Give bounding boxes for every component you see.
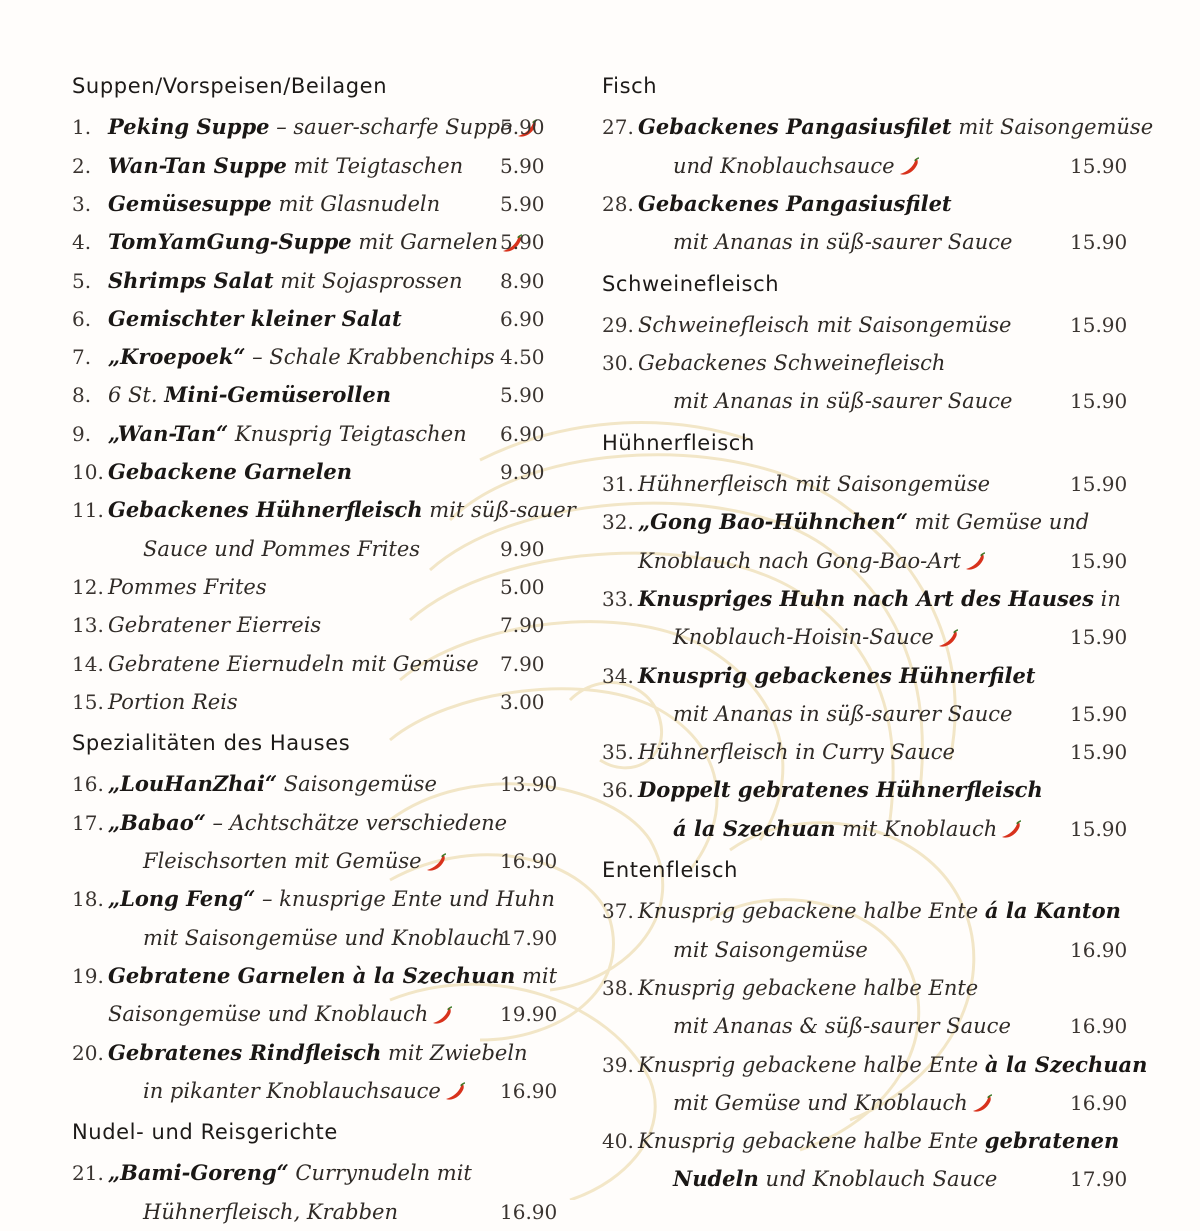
item-price: 8.90 [500, 268, 545, 293]
item-detail: in [1093, 586, 1121, 611]
item-number: 28. [602, 191, 634, 216]
item-name: „Wan-Tan“ [108, 420, 229, 446]
menu-item-row [602, 108, 1154, 146]
item-number: 10. [72, 460, 104, 484]
item-name: Doppelt gebratenes Hühnerfleisch [638, 777, 1043, 803]
item-price: 16.90 [500, 1199, 558, 1224]
item-description [143, 1193, 398, 1231]
item-description [638, 1046, 1147, 1084]
item-detail: in pikanter Knoblauchsauce [143, 1078, 441, 1103]
item-price: 5.90 [500, 383, 545, 408]
item-detail: mit Gemüse und [907, 510, 1090, 535]
item-number: 14. [72, 651, 104, 676]
item-detail: mit süß-sauer [422, 498, 576, 523]
item-description [108, 223, 524, 261]
item-number: 38. [602, 975, 634, 1000]
item-detail: mit Ananas & süß-saurer Sauce [673, 1014, 1011, 1039]
menu-item-row [602, 1122, 1132, 1160]
menu-item-row [602, 1046, 1148, 1084]
item-quantity: 6 St. [108, 383, 165, 408]
menu-item-row [72, 108, 562, 146]
item-detail: mit Gemüse und Knoblauch [673, 1090, 968, 1115]
item-price: 15.90 [1070, 389, 1128, 414]
chili-pepper-icon [424, 853, 448, 873]
menu-item-row [72, 262, 562, 300]
item-number: 33. [602, 586, 634, 611]
item-description [143, 530, 420, 568]
item-detail: und Knoblauchsauce [673, 153, 895, 178]
item-detail: mit Knoblauch [835, 816, 998, 841]
menu-item-row [72, 1072, 562, 1110]
item-description [108, 376, 391, 414]
item-price: 4.50 [500, 345, 545, 370]
item-description [638, 892, 1121, 930]
item-description [673, 382, 1012, 420]
item-description [108, 606, 321, 644]
item-number: 34. [602, 663, 634, 688]
item-name: Mini-Gemüserollen [164, 382, 392, 408]
menu-item-row [602, 892, 1132, 930]
item-price: 15.90 [1070, 472, 1128, 496]
item-number: 1. [72, 115, 92, 140]
menu-item-row [602, 503, 1132, 541]
menu-item-row [72, 530, 562, 568]
item-price: 5.90 [500, 153, 545, 178]
menu-item-row [602, 695, 1132, 733]
chili-pepper-icon [443, 1082, 467, 1102]
chili-pepper-icon [430, 1006, 454, 1026]
menu-item-row [602, 344, 1132, 382]
item-number: 37. [602, 899, 634, 924]
menu-item-row [602, 657, 1132, 695]
item-description [143, 919, 505, 957]
item-description [673, 810, 1023, 848]
item-description [673, 1007, 1011, 1045]
item-name: „Kroepoek“ [108, 344, 246, 370]
item-description [108, 491, 576, 529]
item-price: 7.90 [500, 613, 545, 638]
item-price: 16.90 [1070, 937, 1128, 962]
item-description [108, 804, 507, 842]
item-number: 7. [72, 345, 92, 370]
item-detail: Schweinefleisch mit Saisongemüse [638, 312, 1012, 337]
item-description [673, 147, 921, 185]
menu-item-row [602, 542, 1132, 580]
item-number: 29. [602, 312, 634, 337]
section-title: Hühnerfleisch [602, 430, 755, 455]
menu-item-row [72, 1154, 562, 1192]
item-number: 9. [72, 421, 92, 446]
chili-pepper-icon [970, 1094, 994, 1114]
item-name: Gebratene Garnelen à la Szechuan [108, 962, 516, 988]
menu-item-row [72, 919, 562, 957]
item-detail: Saisongemüse [277, 772, 437, 797]
item-detail: Gebratene Eiernudeln mit Gemüse [108, 651, 479, 676]
menu-item-row [72, 606, 562, 644]
item-number: 17. [72, 810, 104, 835]
item-name: Gemüsesuppe [108, 190, 272, 216]
item-description [638, 771, 1043, 809]
item-price: 5.00 [500, 574, 545, 599]
item-detail: Portion Reis [108, 689, 238, 714]
item-detail: – Schale Krabbenchips [245, 345, 495, 370]
item-number: 3. [72, 191, 92, 216]
item-name: Wan-Tan Suppe [108, 152, 287, 178]
item-name: Knuspriges Huhn nach Art des Hauses [638, 585, 1094, 611]
item-name: Nudeln [673, 1166, 759, 1192]
item-description [673, 931, 868, 969]
item-detail: mit Teigtaschen [286, 153, 464, 178]
item-price: 16.90 [1070, 1090, 1128, 1115]
item-detail: Knoblauch-Hoisin-Sauce [673, 625, 934, 650]
menu-item-row [72, 415, 562, 453]
item-description [673, 1084, 994, 1122]
item-number: 5. [72, 268, 92, 293]
section-title: Nudel- und Reisgerichte [72, 1120, 338, 1145]
item-number: 2. [72, 153, 92, 178]
item-description [143, 1072, 467, 1110]
item-price: 15.90 [1070, 230, 1128, 255]
menu-item-row [72, 568, 562, 606]
item-description [638, 108, 1153, 146]
menu-item-row [602, 185, 1132, 223]
item-name: Gebackenes Pangasiusfilet [638, 114, 952, 140]
item-detail: Knusprig gebackene halbe Ente [638, 975, 979, 1000]
menu-item-row [602, 580, 1132, 618]
menu-item-row [602, 306, 1132, 344]
item-detail: mit Saisongemüse [951, 115, 1154, 140]
item-description [638, 969, 978, 1007]
menu-item-row [72, 185, 562, 223]
menu-item-row [72, 957, 562, 995]
item-price: 5.90 [500, 230, 545, 255]
menu-item-row [72, 223, 562, 261]
item-number: 15. [72, 689, 104, 714]
item-number: 27. [602, 115, 634, 140]
item-detail: – knusprige Ente und Huhn [255, 887, 555, 912]
item-description [108, 338, 495, 376]
item-price: 15.90 [1070, 701, 1128, 726]
item-number: 40. [602, 1129, 634, 1154]
item-number: 31. [602, 472, 634, 496]
item-detail: Currynudeln mit [288, 1161, 472, 1186]
item-description [638, 542, 987, 580]
item-detail: Knusprig Teigtaschen [228, 421, 467, 446]
item-price: 7.90 [500, 651, 545, 676]
item-detail: Knoblauch nach Gong-Bao-Art [638, 548, 961, 573]
menu-item-row [72, 765, 562, 803]
menu-item-row [602, 969, 1132, 1007]
item-description [108, 995, 454, 1033]
item-price: 15.90 [1070, 625, 1128, 650]
item-description [108, 880, 555, 918]
menu-item-row [72, 491, 576, 529]
menu-item-row [602, 1084, 1132, 1122]
item-price: 15.90 [1070, 312, 1128, 337]
item-name: „Bami-Goreng“ [108, 1160, 289, 1186]
item-name: Shrimps Salat [108, 267, 274, 293]
item-detail: Pommes Frites [108, 574, 267, 599]
item-description [108, 415, 467, 453]
menu-item-row [72, 147, 562, 185]
menu-item-row [602, 465, 1132, 503]
item-detail: Hühnerfleisch mit Saisongemüse [638, 472, 991, 496]
item-price: 9.90 [500, 536, 545, 561]
item-detail: mit Zwiebeln [381, 1040, 528, 1065]
item-detail: mit Garnelen [351, 230, 499, 255]
item-number: 36. [602, 778, 634, 803]
menu-item-row [72, 804, 562, 842]
item-number: 11. [72, 498, 104, 523]
item-description [638, 503, 1089, 541]
menu-item-row [72, 645, 562, 683]
menu-item-row [72, 1193, 562, 1231]
item-description [673, 1160, 997, 1198]
item-description [108, 1034, 528, 1072]
item-number: 13. [72, 613, 104, 638]
item-detail: mit Saisongemüse und Knoblauch [143, 925, 506, 950]
item-name: „LouHanZhai“ [108, 771, 278, 797]
item-description [108, 683, 238, 721]
item-price: 13.90 [500, 772, 558, 797]
menu-item-row [602, 931, 1132, 969]
item-price: 16.90 [500, 849, 558, 873]
item-detail: Gebratener Eierreis [108, 613, 322, 638]
item-description [638, 344, 945, 382]
section-title: Fisch [602, 74, 658, 98]
menu-item-row [602, 147, 1132, 185]
item-name: TomYamGung-Suppe [108, 229, 352, 255]
menu-item-row [602, 771, 1132, 809]
item-number: 12. [72, 574, 104, 599]
item-price: 3.00 [500, 689, 545, 714]
item-number: 8. [72, 383, 92, 408]
item-description [108, 185, 440, 223]
menu-item-row [602, 810, 1132, 848]
menu-item-row [602, 382, 1132, 420]
item-description [108, 300, 402, 338]
item-name: á la Szechuan [673, 815, 836, 841]
item-number: 39. [602, 1052, 634, 1077]
item-price: 9.90 [500, 460, 545, 484]
item-number: 19. [72, 963, 104, 988]
item-number: 32. [602, 510, 634, 535]
item-number: 18. [72, 887, 104, 912]
item-name: Gebackenes Hühnerfleisch [108, 497, 423, 523]
item-price: 19.90 [500, 1002, 558, 1027]
item-description [108, 262, 462, 300]
section-title: Schweinefleisch [602, 271, 780, 296]
item-detail: mit Ananas in süß-saurer Sauce [673, 701, 1013, 726]
item-name: „Long Feng“ [108, 886, 256, 912]
item-detail: Saisongemüse und Knoblauch [108, 1002, 429, 1027]
menu-item-row [72, 842, 562, 880]
item-description [108, 453, 352, 491]
item-number: 35. [602, 740, 634, 765]
item-price: 17.90 [1070, 1167, 1128, 1192]
item-name-suffix: à la Szechuan [984, 1051, 1148, 1077]
item-price: 17.90 [500, 925, 558, 950]
item-detail: mit [515, 963, 558, 988]
item-description [108, 957, 557, 995]
item-price: 16.90 [500, 1078, 558, 1103]
item-description [108, 765, 437, 803]
item-price: 15.90 [1070, 740, 1128, 765]
item-description [638, 657, 1036, 695]
item-detail: mit Glasnudeln [271, 191, 441, 216]
item-detail: Hühnerfleisch, Krabben [143, 1199, 399, 1224]
item-description [108, 147, 463, 185]
menu-item-row [602, 1160, 1132, 1198]
section-title: Suppen/Vorspeisen/Beilagen [72, 74, 388, 98]
item-name: Gebackene Garnelen [108, 459, 353, 484]
menu-item-row [602, 223, 1132, 261]
item-price: 15.90 [1070, 548, 1128, 573]
item-detail: Fleischsorten mit Gemüse [143, 849, 422, 873]
item-detail: Knusprig gebackene halbe Ente [638, 899, 985, 924]
item-description [638, 185, 952, 223]
item-detail: Knusprig gebackene halbe Ente [638, 1052, 985, 1077]
menu-item-row [72, 995, 562, 1033]
menu-item-row [602, 618, 1132, 656]
menu-item-row [72, 338, 562, 376]
item-detail: mit Sojasprossen [273, 268, 463, 293]
item-description [108, 568, 267, 606]
menu-item-row [72, 683, 562, 721]
chili-pepper-icon [963, 552, 987, 572]
item-description [673, 695, 1012, 733]
item-number: 20. [72, 1040, 104, 1065]
menu-item-row [72, 376, 562, 414]
item-description [638, 1122, 1119, 1160]
chili-pepper-icon [936, 629, 960, 649]
item-detail: und Knoblauch Sauce [758, 1167, 998, 1192]
chili-pepper-icon [897, 157, 921, 177]
item-number: 30. [602, 351, 634, 376]
item-detail: mit Ananas in süß-saurer Sauce [673, 389, 1013, 414]
menu-item-row [72, 453, 562, 491]
item-price: 6.90 [500, 306, 545, 331]
item-description [673, 223, 1012, 261]
item-description [143, 842, 448, 880]
item-description [108, 108, 539, 146]
item-price: 6.90 [500, 421, 545, 446]
menu-item-row [72, 880, 562, 918]
item-price: 5.90 [500, 191, 545, 216]
item-detail: mit Ananas in süß-saurer Sauce [673, 230, 1013, 255]
item-description [638, 306, 1011, 344]
item-name: Peking Suppe [108, 114, 270, 140]
item-name: Gebackenes Pangasiusfilet [638, 190, 952, 216]
item-name-suffix: á la Kanton [984, 898, 1121, 924]
item-description [108, 1154, 472, 1192]
item-detail: mit Saisongemüse [673, 937, 868, 962]
menu-item-row [72, 1034, 562, 1072]
item-detail: Sauce und Pommes Frites [143, 536, 421, 561]
item-price: 5.90 [500, 115, 545, 140]
item-number: 21. [72, 1161, 104, 1186]
item-number: 6. [72, 306, 92, 331]
item-name: Gebratenes Rindfleisch [108, 1039, 382, 1065]
section-title: Spezialitäten des Hauses [72, 731, 351, 756]
item-detail: Hühnerfleisch in Curry Sauce [638, 740, 955, 765]
item-detail: – sauer-scharfe Suppe [269, 115, 513, 140]
item-description [638, 733, 955, 771]
item-number: 16. [72, 772, 104, 797]
menu-item-row [602, 733, 1132, 771]
item-name: „Gong Bao-Hühnchen“ [638, 509, 908, 535]
item-price: 16.90 [1070, 1014, 1128, 1039]
item-price: 15.90 [1070, 153, 1128, 178]
item-name-suffix: gebratenen [984, 1128, 1120, 1154]
chili-pepper-icon [999, 820, 1023, 840]
item-detail: Knusprig gebackene halbe Ente [638, 1129, 985, 1154]
menu-item-row [72, 300, 562, 338]
item-description [108, 645, 479, 683]
item-number: 4. [72, 230, 92, 255]
section-title: Entenfleisch [602, 858, 739, 882]
item-description [673, 618, 960, 656]
item-description [638, 580, 1121, 618]
item-name: Gemischter kleiner Salat [108, 305, 402, 331]
item-name: „Babao“ [108, 809, 206, 835]
item-detail: Gebackenes Schweinefleisch [638, 351, 946, 376]
menu-item-row [602, 1007, 1132, 1045]
item-price: 15.90 [1070, 816, 1128, 841]
item-detail: – Achtschätze verschiedene [205, 810, 508, 835]
item-name: Knusprig gebackenes Hühnerfilet [638, 662, 1036, 688]
item-description [638, 465, 990, 503]
